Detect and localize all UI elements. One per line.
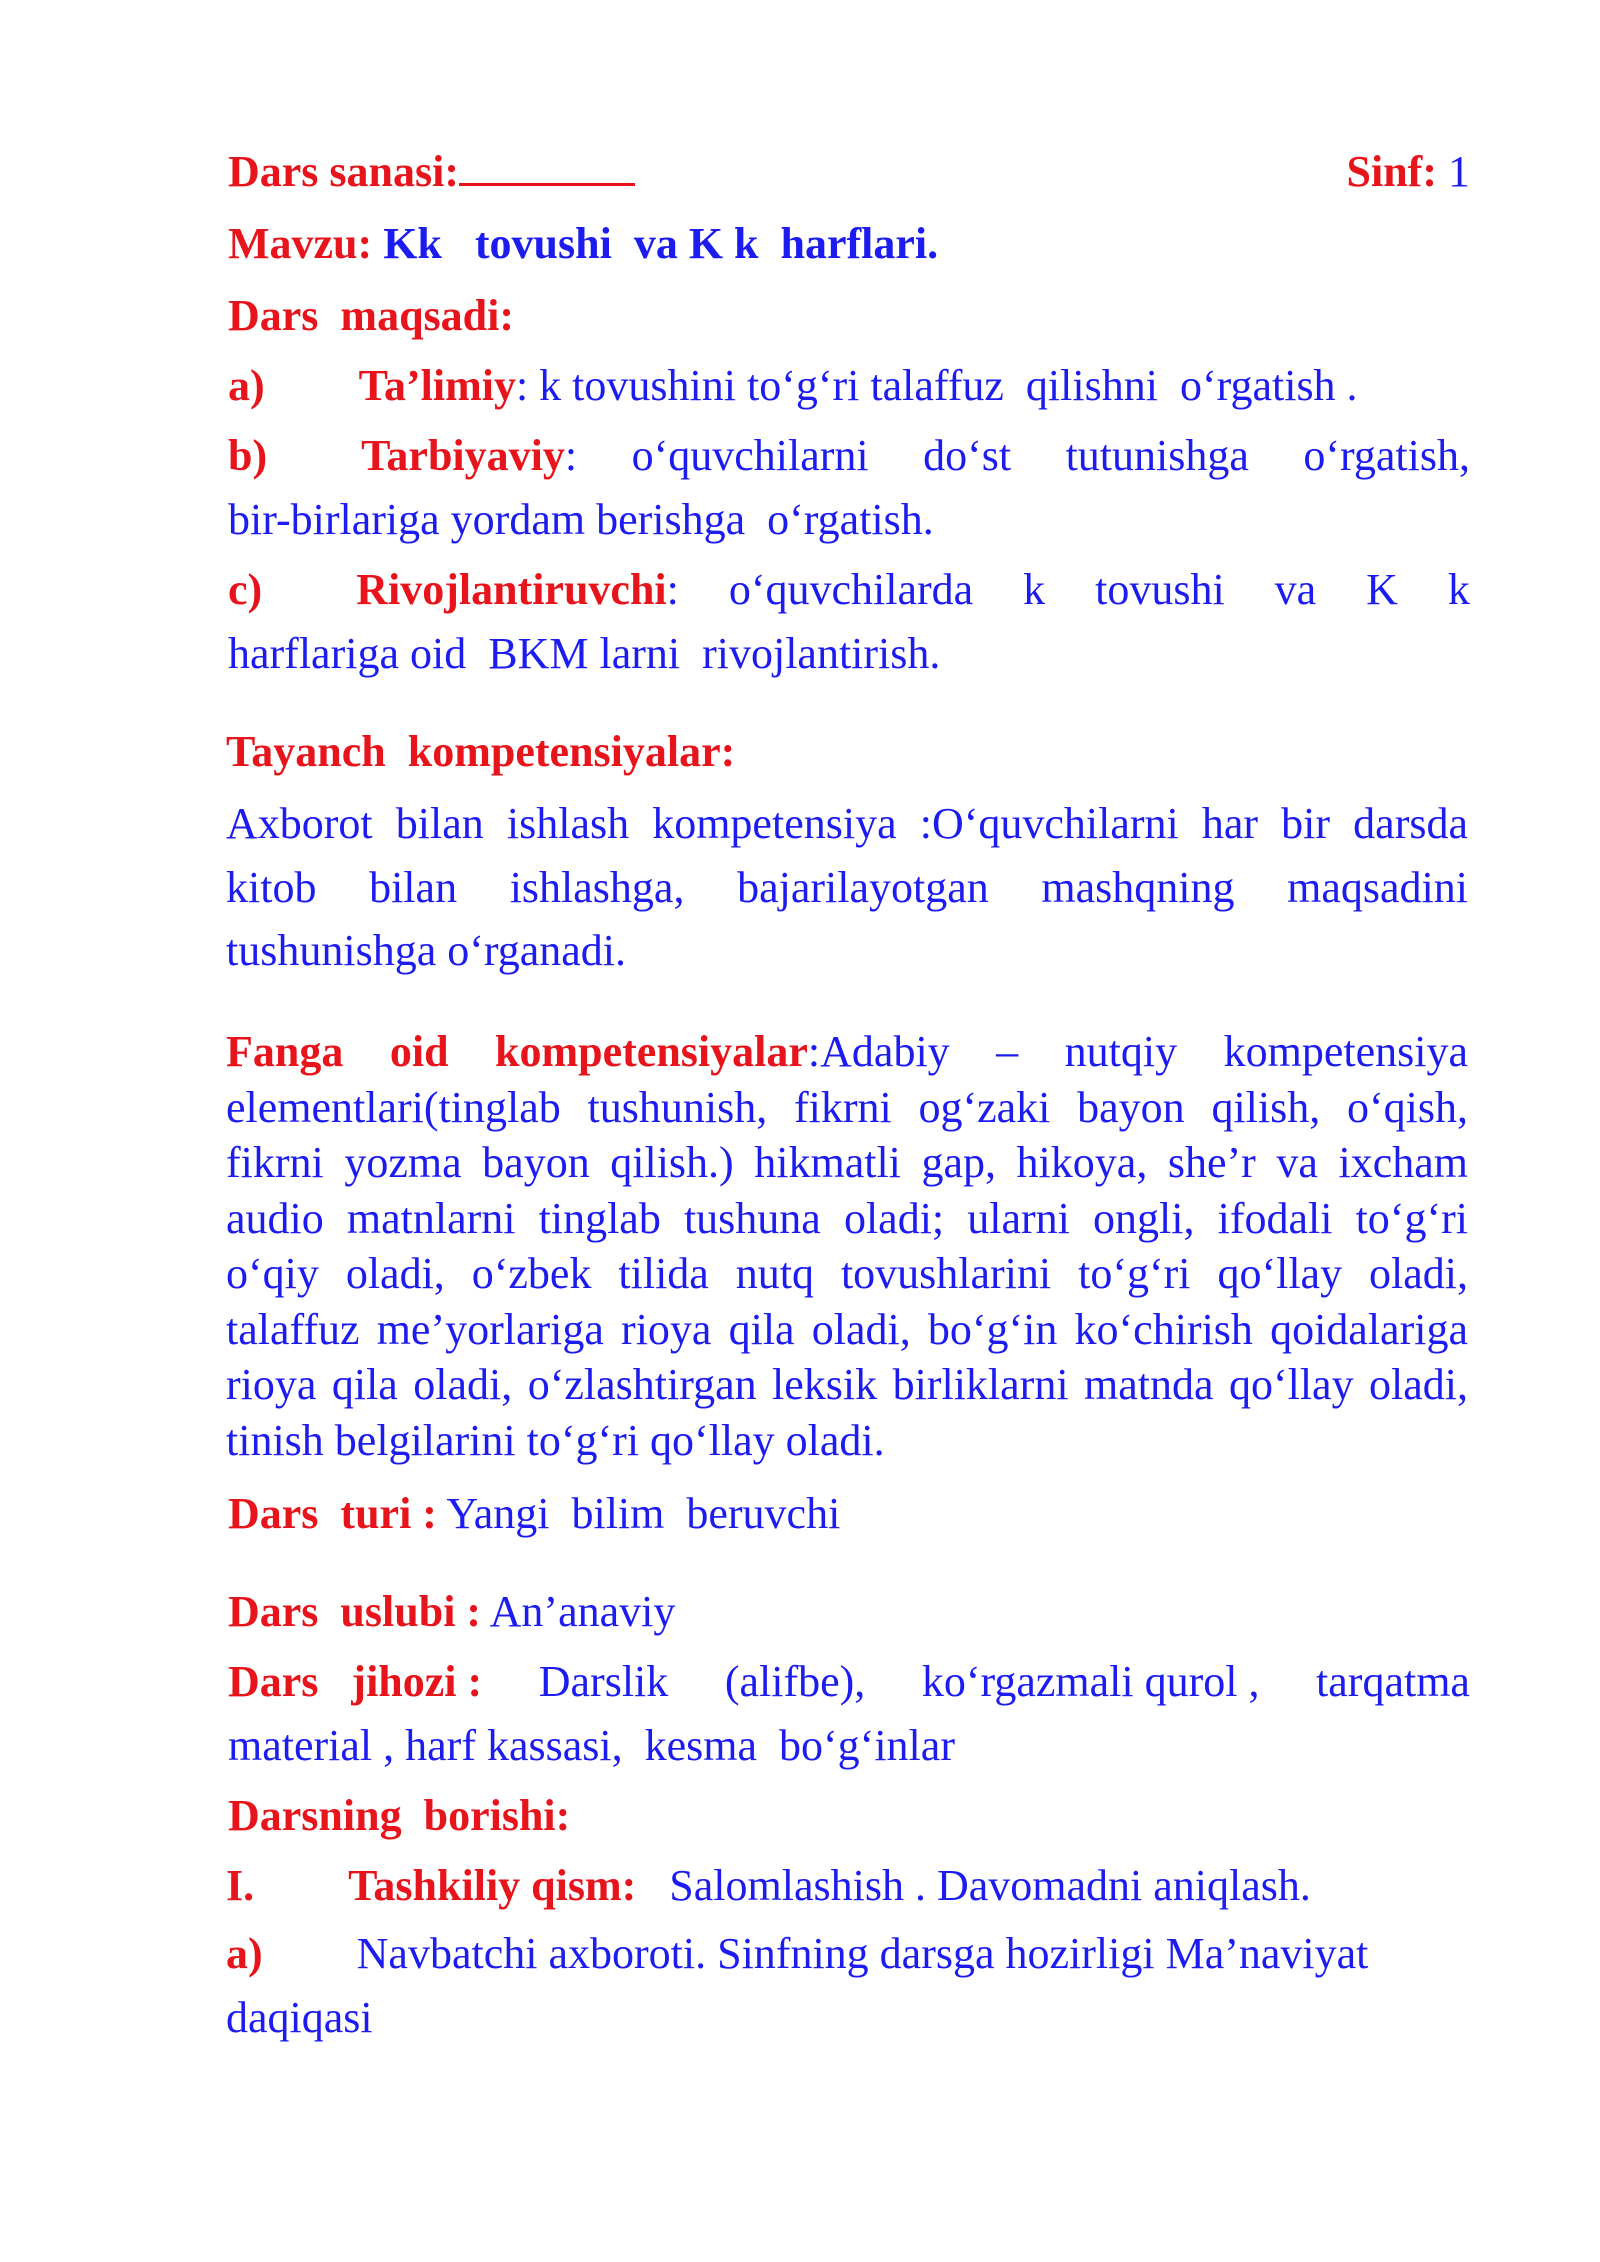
goal-c-word: k xyxy=(1023,565,1046,614)
lesson-method-label: Dars uslubi : xyxy=(228,1587,482,1636)
equipment-word: ko‘rgazmali qurol , xyxy=(921,1657,1260,1706)
topic-row xyxy=(228,218,938,269)
goal-a-text: : k tovushini to‘g‘ri talaffuz qilishni o‘rgatish . xyxy=(515,361,1358,410)
goal-c-word: tovushi xyxy=(1095,565,1225,614)
goal-c-label: Rivojlantiruvchi xyxy=(356,565,667,614)
goal-b-word: o‘quvchilarni xyxy=(631,431,869,480)
subject-competency-label: Fanga oid kompetensiyalar xyxy=(226,1027,808,1076)
class-value: 1 xyxy=(1448,147,1470,196)
goal-b-label: Tarbiyaviy xyxy=(361,431,565,480)
goal-a-marker: a) xyxy=(228,361,265,410)
goal-c-marker: c) xyxy=(228,565,263,614)
date-blank xyxy=(459,149,635,186)
progress-heading: Darsning borishi: xyxy=(228,1791,571,1840)
goal-c-line2: harflariga oid BKM larni rivojlantirish. xyxy=(228,629,941,678)
competencies-heading: Tayanch kompetensiyalar: xyxy=(226,727,736,776)
equipment-word: tarqatma xyxy=(1316,1657,1470,1706)
class-label: Sinf: xyxy=(1346,147,1437,196)
goal-c-word: K xyxy=(1366,565,1398,614)
progress-item-1-label: Tashkiliy qism: xyxy=(348,1861,637,1910)
goal-c-word: k xyxy=(1447,565,1470,614)
goal-b-line2: bir-birlariga yordam berishga o‘rgatish. xyxy=(228,495,934,544)
progress-item-1-text: Salomlashish . Davomadni aniqlash. xyxy=(669,1861,1311,1910)
goals-heading: Dars maqsadi: xyxy=(228,291,515,340)
lesson-method-row xyxy=(228,1586,675,1637)
goal-b-word: do‘st xyxy=(923,431,1012,480)
subject-competency-paragraph: Fanga oid kompetensiyalar:Adabiy – nutqiy kompetensiya elementlari(tinglab tushunish, fikrni og‘zaki bayon qilish, o‘qish, fikrni yozma bayon qilish.) hikmatli gap, hikoya, she’r va ixcham audio matnlarni tinglab tushuna oladi; ularni ongli, ifodali to‘g‘ri o‘qiy oladi, o‘zbek tilida nutq tovushlarini to‘g‘ri qo‘llay oladi, talaffuz me’yorlariga rioya qila oladi, bo‘g‘in ko‘chirish qoidalariga rioya qila oladi, o‘zlashtirgan leksik birliklarni matnda qo‘llay oladi, tinish belgilarini to‘g‘ri qo‘llay oladi. xyxy=(226,1027,1469,1465)
topic-value: Kk tovushi va K k harflari. xyxy=(383,219,939,268)
goal-c-word: va xyxy=(1274,565,1317,614)
goal-b-line1: b) Tarbiyaviy: o‘quvchilarni do‘st tutunishga o‘rgatish, xyxy=(228,431,1470,480)
lesson-method-value: An’anaviy xyxy=(489,1587,676,1636)
progress-item-1-marker: I. xyxy=(226,1861,255,1910)
progress-item-1 xyxy=(226,1860,1311,1911)
goal-c-line1: c) Rivojlantiruvchi: o‘quvchilarda k tovushi va K k xyxy=(228,565,1470,614)
equipment-label: Dars jihozi : xyxy=(228,1657,483,1706)
goal-a-label: Ta’limiy xyxy=(358,361,516,410)
equipment-word: Darslik xyxy=(538,1657,669,1706)
topic-label: Mavzu: xyxy=(228,219,373,268)
progress-item-a xyxy=(226,1928,1368,1979)
progress-item-a-line2: daqiqasi xyxy=(226,1993,373,2042)
goal-b-marker: b) xyxy=(228,431,268,480)
date-label: Dars sanasi: xyxy=(228,147,460,196)
lesson-type-value: Yangi bilim beruvchi xyxy=(446,1489,841,1538)
progress-item-a-text: Navbatchi axboroti. Sinfning darsga hozirligi Ma’naviyat xyxy=(356,1929,1369,1978)
date-row xyxy=(228,146,635,197)
progress-item-a-marker: a) xyxy=(226,1929,263,1978)
equipment-line2: material , harf kassasi, kesma bo‘g‘inlar xyxy=(228,1721,955,1770)
goal-a xyxy=(228,360,1358,411)
lesson-type-row xyxy=(228,1488,840,1539)
equipment-line1 xyxy=(228,1656,1470,1707)
lesson-type-label: Dars turi : xyxy=(228,1489,437,1538)
equipment-word: (alifbe), xyxy=(724,1657,866,1706)
goal-b-word: tutunishga xyxy=(1065,431,1249,480)
goal-c-word: o‘quvchilarda xyxy=(728,565,974,614)
goal-b-word: o‘rgatish, xyxy=(1303,431,1470,480)
class-row xyxy=(1347,146,1470,197)
info-competency-paragraph: Axborot bilan ishlash kompetensiya :O‘quvchilarni har bir darsda kitob bilan ishlashga, bajarilayotgan mashqning maqsadini tushunishga o‘rganadi. xyxy=(226,799,1468,975)
